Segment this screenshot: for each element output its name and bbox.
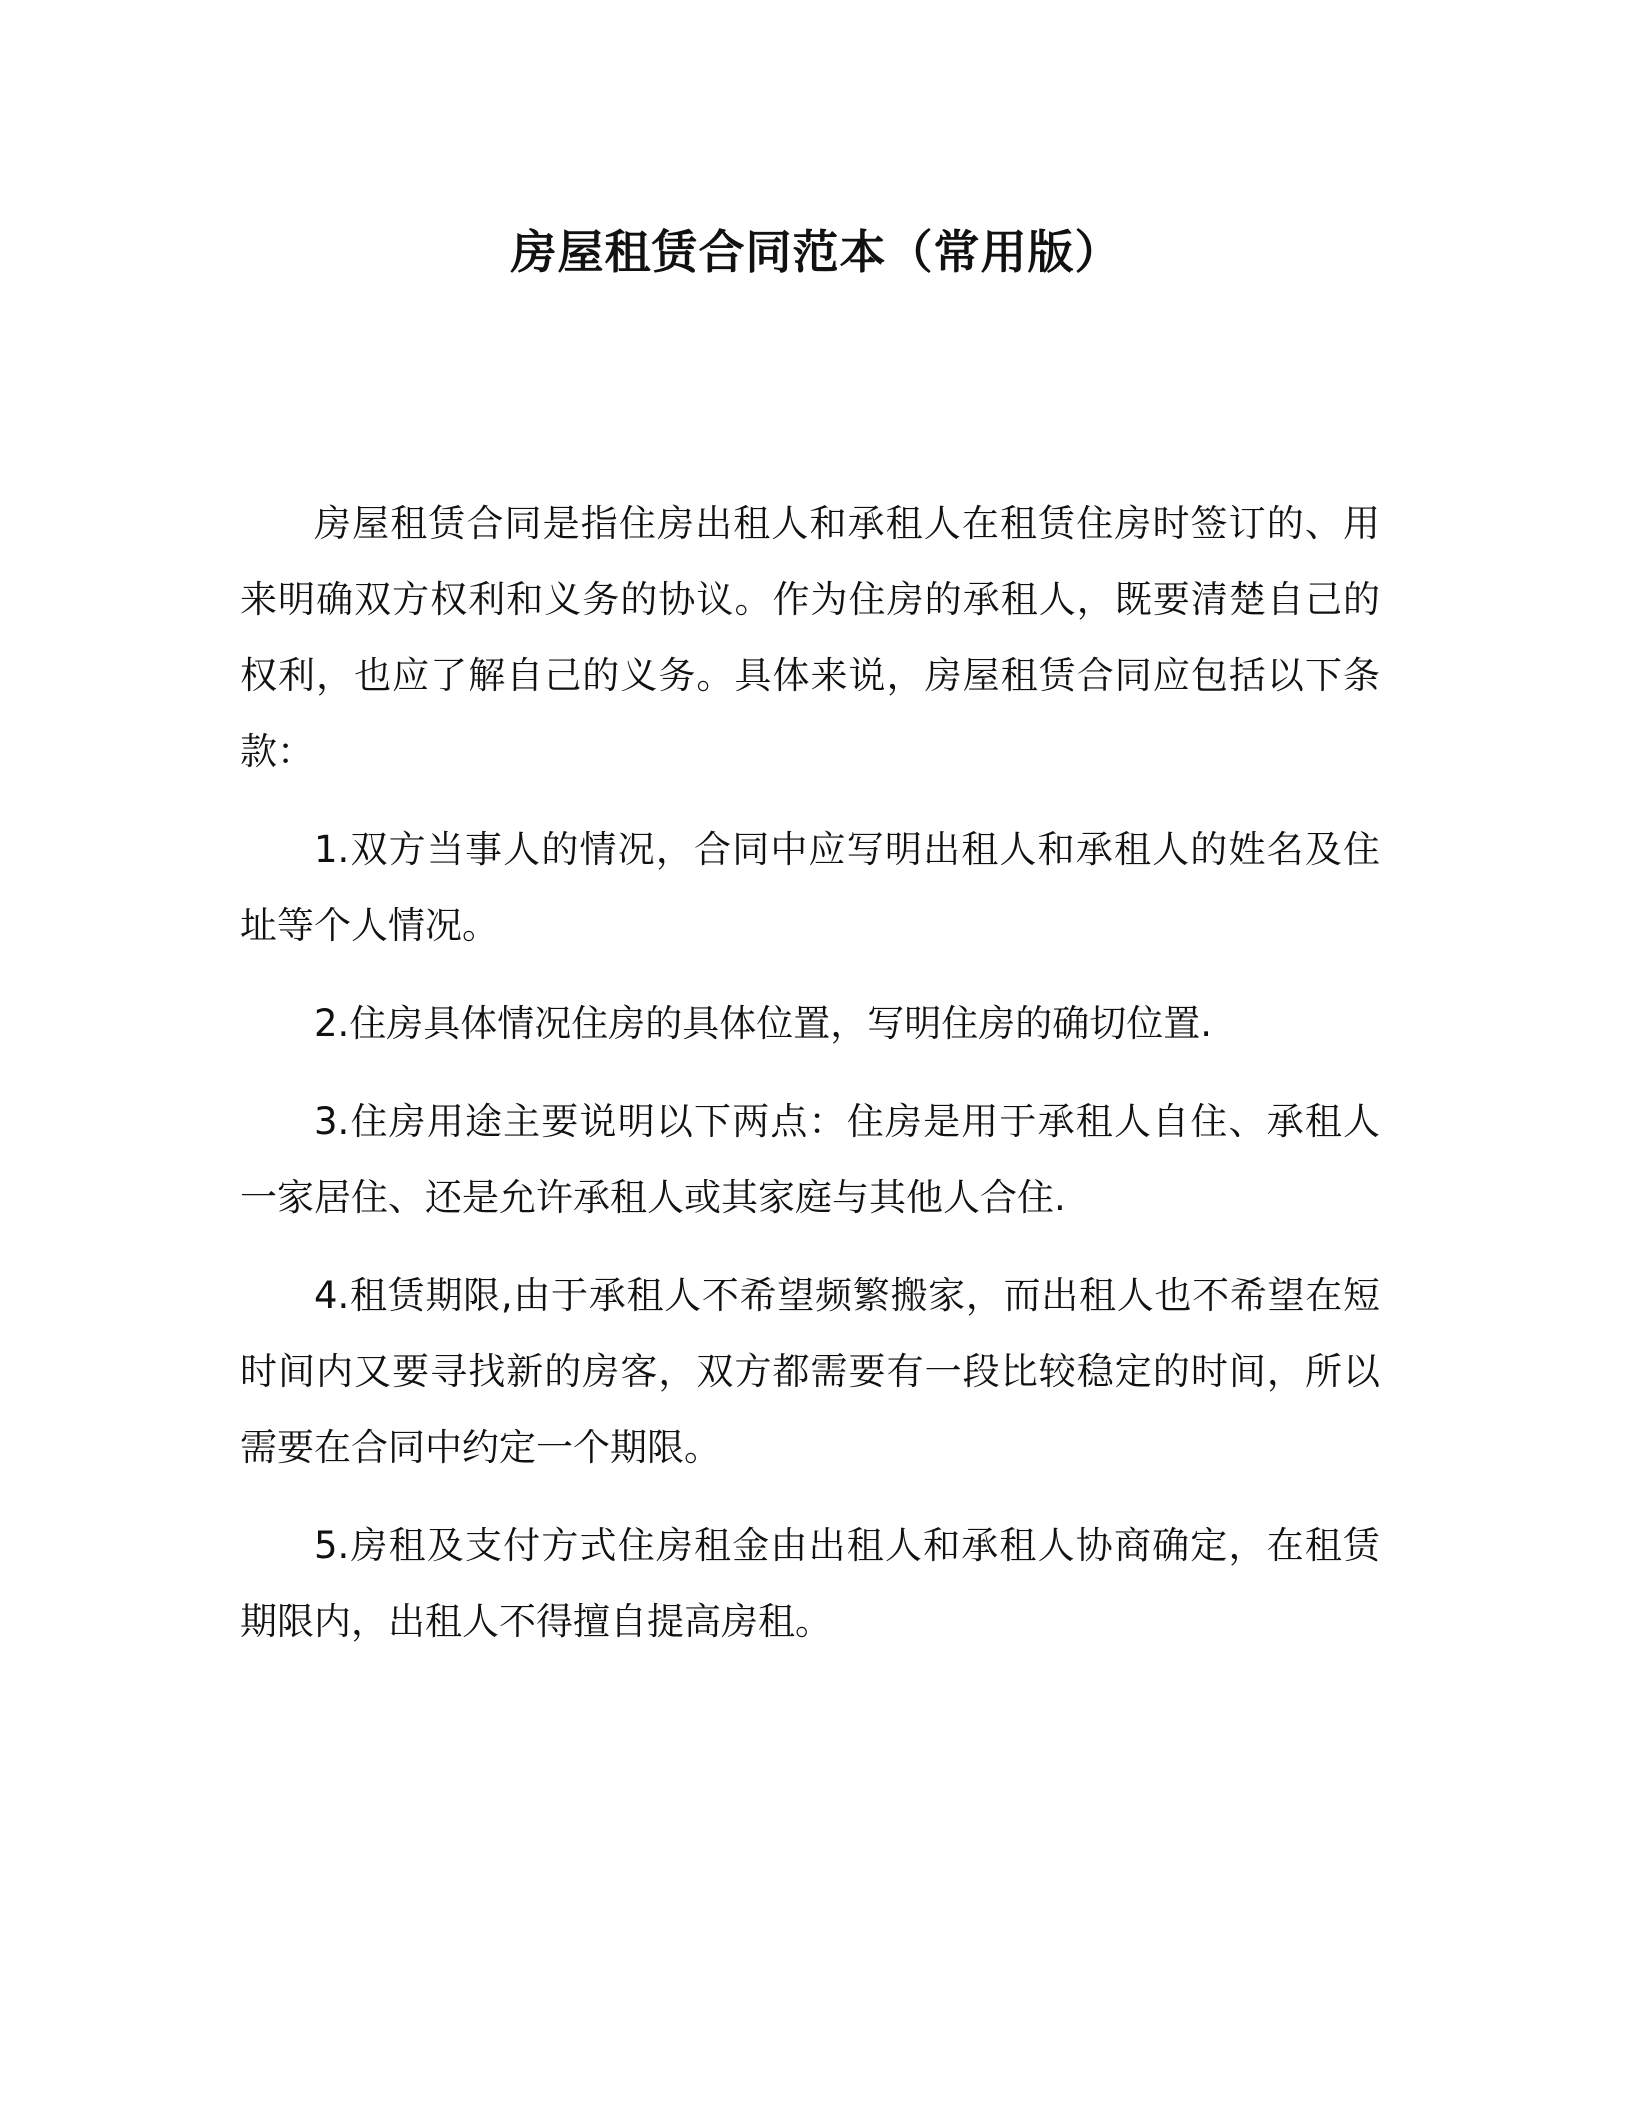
clause-4-lease-term: 4.租赁期限,由于承租人不希望频繁搬家，而出租人也不希望在短时间内又要寻找新的房客，双方都需要有一段比较稳定的时间，所以需要在合同中约定一个期限。 bbox=[240, 1274, 1380, 1469]
clause-1-parties: 1.双方当事人的情况，合同中应写明出租人和承租人的姓名及住址等个人情况。 bbox=[240, 828, 1380, 947]
clause-2-housing-details: 2.住房具体情况住房的具体位置，写明住房的确切位置. bbox=[314, 1002, 1213, 1045]
document-title: 房屋租赁合同范本（常用版） bbox=[510, 225, 1122, 279]
intro-paragraph: 房屋租赁合同是指住房出租人和承租人在租赁住房时签订的、用来明确双方权利和义务的协议。作为住房的承租人，既要清楚自己的权利，也应了解自己的义务。具体来说，房屋租赁合同应包括以下条款： bbox=[240, 502, 1380, 773]
clause-5-rent-payment: 5.房租及支付方式住房租金由出租人和承租人协商确定，在租赁期限内，出租人不得擅自提高房租。 bbox=[240, 1524, 1380, 1643]
clause-3-housing-use: 3.住房用途主要说明以下两点：住房是用于承租人自住、承租人一家居住、还是允许承租人或其家庭与其他人合住. bbox=[240, 1100, 1380, 1219]
document-body bbox=[240, 486, 1380, 1660]
